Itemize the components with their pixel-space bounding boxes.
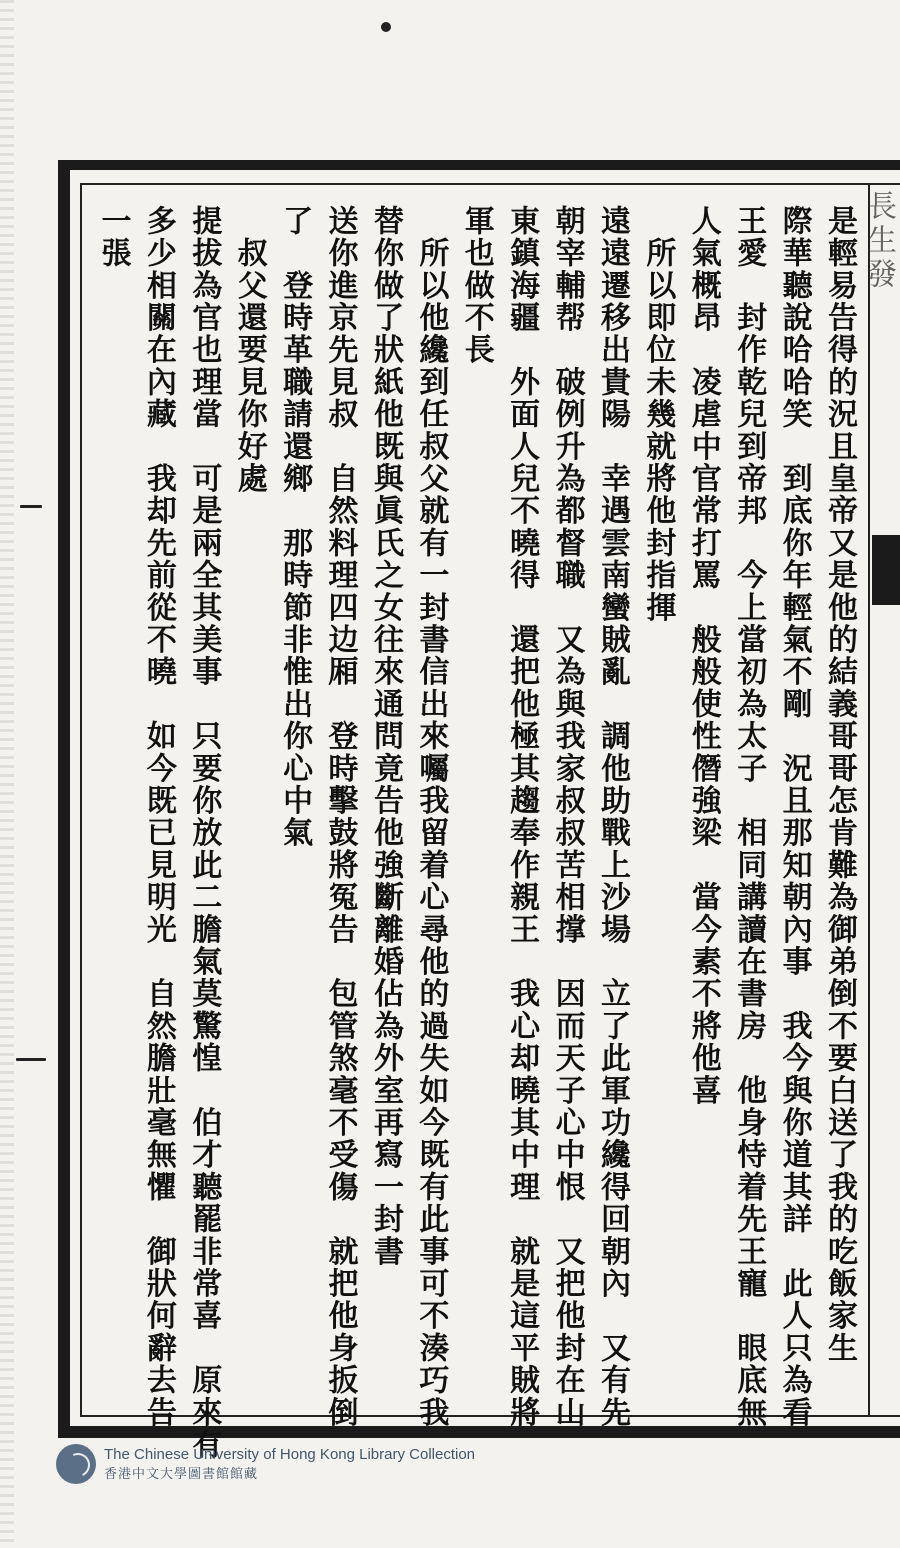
text-column: 所以即位未幾就將他封指揮	[640, 205, 676, 624]
watermark-text	[104, 1446, 475, 1482]
text-column: 了 登時革職請還鄉 那時節非惟出你心中氣	[277, 205, 313, 849]
text-column: 王愛 封作乾兒到帝邦 今上當初為太子 相同講讀在書房 他身恃着先王寵 眼底無	[731, 205, 767, 1429]
text-column: 一張	[95, 205, 131, 270]
center-fold-rule	[868, 183, 870, 1417]
text-column: 是輕易告得的況且皇帝又是他的結義哥哥怎肯難為御弟倒不要白送了我的吃飯家生	[822, 205, 857, 1365]
text-column: 遠遠遷移出貴陽 幸遇雲南蠻賊亂 調他助戰上沙場 立了此軍功纔得回朝內 又有先	[594, 205, 630, 1429]
center-fold-text: 長生發	[861, 190, 896, 292]
fishtail-mark	[872, 535, 900, 605]
text-column: 際華聽說哈哈笑 到底你年輕氣不剛 況且那知朝內事 我今與你道其詳 此人只為看	[776, 205, 812, 1429]
text-column: 軍也做不長	[458, 205, 494, 366]
text-column: 多少相關在內藏 我却先前從不曉 如今既已見明光 自然膽壯毫無懼 御狀何辭去告	[140, 205, 176, 1429]
ink-speck	[16, 1058, 46, 1061]
cuhk-logo-icon	[56, 1444, 96, 1484]
text-column: 東鎮海疆 外面人兒不曉得 還把他極其趨奉作親王 我心却曉其中理 就是這平賊將	[504, 205, 540, 1429]
text-column: 人氣概昂 凌虐中官常打罵 般般使性僭強梁 當今素不將他喜	[685, 205, 721, 1107]
watermark-english: The Chinese University of Hong Kong Library Collection	[104, 1446, 476, 1463]
text-column: 所以他纔到任叔父就有一封書信出來囑我留着心尋他的過失如今既有此事可不湊巧我	[413, 205, 449, 1429]
text-column: 朝宰輔帮 破例升為都督職 又為與我家叔叔苦相撑 因而天子心中恨 又把他封在山	[549, 205, 585, 1429]
ink-speck	[20, 505, 42, 508]
text-column: 替你做了狀紙他既與眞氏之女往來通問竟告他強斷離婚佔為外室再寫一封書	[367, 205, 403, 1268]
text-column: 送你進京先見叔 自然料理四边厢 登時擊鼓將冤告 包管煞毫不受傷 就把他身扳倒	[322, 205, 358, 1429]
ink-speck	[381, 22, 391, 32]
page-left-edge	[0, 0, 14, 1548]
watermark-chinese: 香港中文大學圖書館館藏	[104, 1467, 259, 1482]
library-watermark	[56, 1444, 475, 1484]
text-column: 叔父還要見你好處	[231, 205, 267, 495]
text-column: 提拔為官也理當 可是兩全其美事 只要你放此二膽氣莫驚惶 伯才聽罷非常喜 原來有	[186, 205, 222, 1461]
